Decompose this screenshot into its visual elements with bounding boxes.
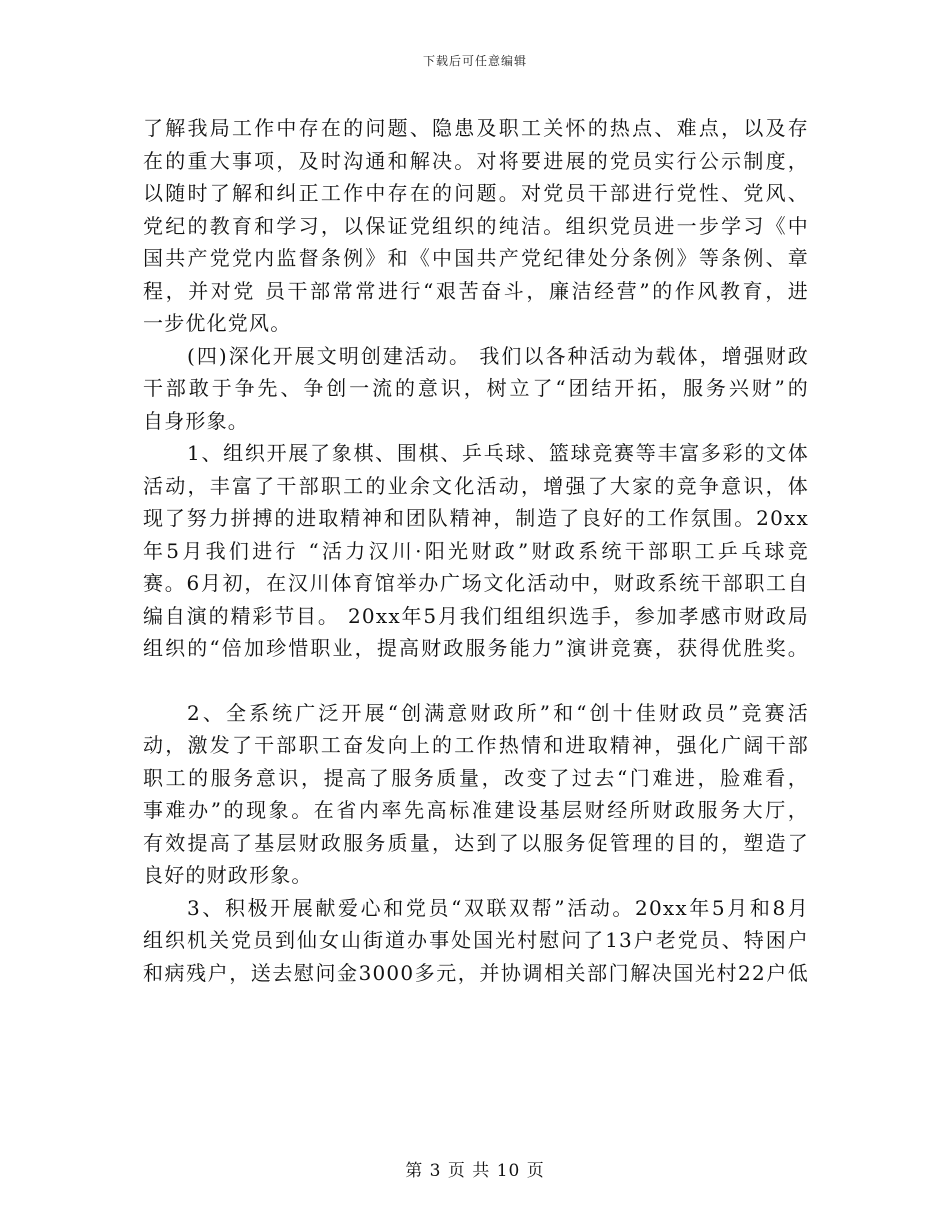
text-line: 编自演的精彩节目。 20xx年5月我们组组织选手，参加孝感市财政局 <box>143 603 809 628</box>
page-header: 下载后可任意编辑 <box>422 54 527 68</box>
paragraph-2 <box>143 340 809 438</box>
text-line: 自身形象。 <box>143 408 249 433</box>
text-line: 组织的“倍加珍惜职业，提高财政服务能力”演讲竞赛，获得优胜奖。 <box>143 636 809 660</box>
paragraph-3 <box>143 437 809 665</box>
text-line: 1、组织开展了象棋、围棋、乒乓球、篮球竞赛等丰富多彩的文体 <box>187 441 809 465</box>
document-body <box>143 112 809 989</box>
text-line: 有效提高了基层财政服务质量，达到了以服务促管理的目的，塑造了 <box>143 830 809 855</box>
text-line: 动，激发了干部职工奋发向上的工作热情和进取精神，强化广阔干部 <box>143 733 809 757</box>
text-line: 现了努力拼搏的进取精神和团队精神，制造了良好的工作氛围。20xx <box>143 506 809 530</box>
text-line: 3、积极开展献爱心和党员“双联双帮”活动。20xx年5月和8月 <box>187 895 809 920</box>
text-line: 干部敢于争先、争创一流的意识，树立了“团结开拓，服务兴财”的 <box>143 376 809 400</box>
text-line: 职工的服务意识，提高了服务质量，改变了过去“门难进，脸难看， <box>143 765 809 790</box>
paragraph-4 <box>143 697 809 892</box>
text-line: 年5月我们进行 “活力汉川·阳光财政”财政系统干部职工乒乓球竞 <box>143 538 809 563</box>
text-line: 国共产党党内监督条例》和《中国共产党纪律处分条例》等条例、章 <box>143 246 809 270</box>
text-line: (四)深化开展文明创建活动。 我们以各种活动为载体，增强财政 <box>187 343 809 368</box>
text-line: 事难办”的现象。在省内率先高标准建设基层财经所财政服务大厅， <box>143 798 809 822</box>
text-line: 和病残户，送去慰问金3000多元，并协调相关部门解决国光村22户低 <box>143 960 809 985</box>
text-line: 组织机关党员到仙女山街道办事处国光村慰问了13户老党员、特困户 <box>143 928 809 952</box>
text-line: 以随时了解和纠正工作中存在的问题。对党员干部进行党性、党风、 <box>143 181 809 205</box>
text-line: 赛。6月初，在汉川体育馆举办广场文化活动中，财政系统干部职工自 <box>143 571 809 595</box>
text-line: 良好的财政形象。 <box>143 863 313 887</box>
paragraph-gap <box>143 665 809 697</box>
text-line: 程，并对党 员干部常常进行“艰苦奋斗，廉洁经营”的作风教育，进 <box>143 278 809 303</box>
page-footer: 第 3 页 共 10 页 <box>405 1161 545 1181</box>
text-line: 了解我局工作中存在的问题、隐患及职工关怀的热点、难点，以及存 <box>143 116 809 140</box>
text-line: 党纪的教育和学习，以保证党组织的纯洁。组织党员进一步学习《中 <box>143 213 809 238</box>
text-line: 活动，丰富了干部职工的业余文化活动，增强了大家的竞争意识，体 <box>143 473 809 498</box>
text-line: 在的重大事项，及时沟通和解决。对将要进展的党员实行公示制度， <box>143 148 809 173</box>
text-line: 2、全系统广泛开展“创满意财政所”和“创十佳财政员”竞赛活 <box>187 700 809 725</box>
paragraph-5 <box>143 892 809 990</box>
text-line: 一步优化党风。 <box>143 311 292 335</box>
paragraph-1 <box>143 112 809 340</box>
